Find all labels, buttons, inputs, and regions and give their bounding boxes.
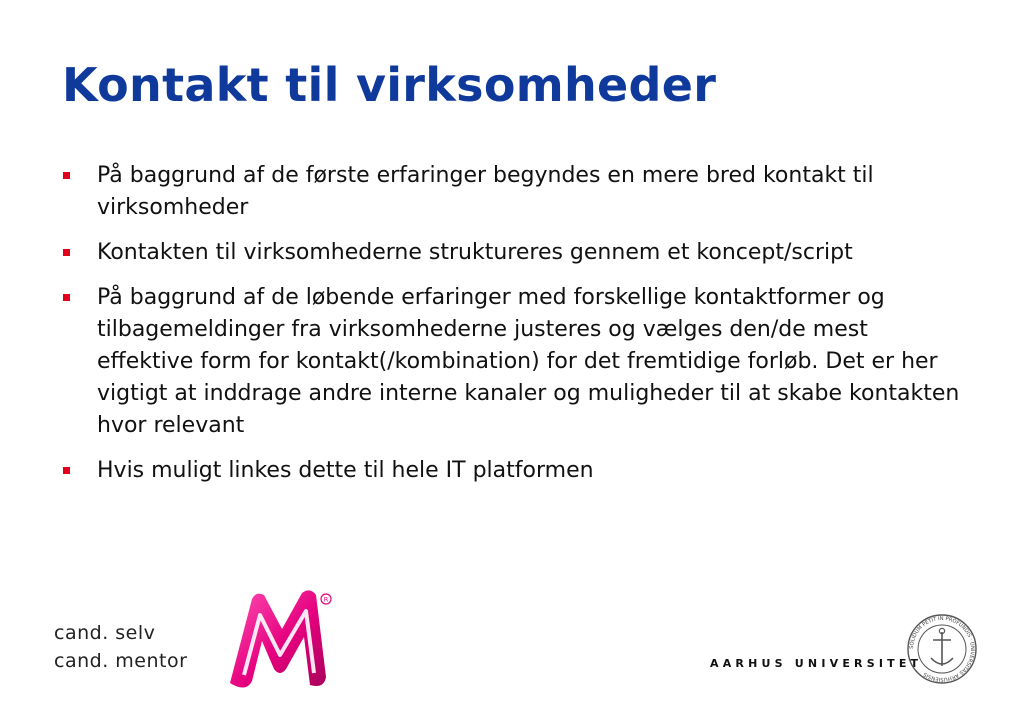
bullet-text: På baggrund af de løbende erfaringer med forskellige kontaktformer og tilbagemeldinger fra virksomhederne justeres og vælges den/de mest effektive form for kontakt(/kombination) for det fremtidige forløb. Det er her vigtigt at inddrage andre interne kanaler og muligheder til at skabe kontakten hvor relevant <box>97 285 960 438</box>
svg-text:R: R <box>323 595 329 604</box>
bullet-marker <box>63 467 70 474</box>
bullet-item <box>62 455 962 487</box>
bullet-text: Hvis muligt linkes dette til hele IT platformen <box>97 458 594 483</box>
slide-title: Kontakt til virksomheder <box>62 58 717 112</box>
aarhus-university-seal-icon <box>905 612 979 686</box>
tagline-line-2: cand. mentor <box>54 650 188 672</box>
tagline-line-1: cand. selv <box>54 622 156 644</box>
bullet-marker <box>63 172 70 179</box>
bullet-item <box>62 160 962 224</box>
bullet-item <box>62 282 962 442</box>
bullet-list <box>62 160 962 500</box>
footer-tagline <box>54 619 187 675</box>
seal-text: SOLIDUM PETIT IN PROFUNDIS · UNIVERSITAS ARHUSIENSIS <box>908 615 976 683</box>
bullet-item <box>62 237 962 269</box>
bullet-text: Kontakten til virksomhederne struktureres gennem et koncept/script <box>97 240 853 265</box>
bullet-text: På baggrund af de første erfaringer begyndes en mere bred kontakt til virksomheder <box>97 163 874 220</box>
bullet-marker <box>63 294 70 301</box>
university-name: AARHUS UNIVERSITET <box>710 657 923 670</box>
pink-m-logo-icon <box>222 585 340 697</box>
bullet-marker <box>63 249 70 256</box>
